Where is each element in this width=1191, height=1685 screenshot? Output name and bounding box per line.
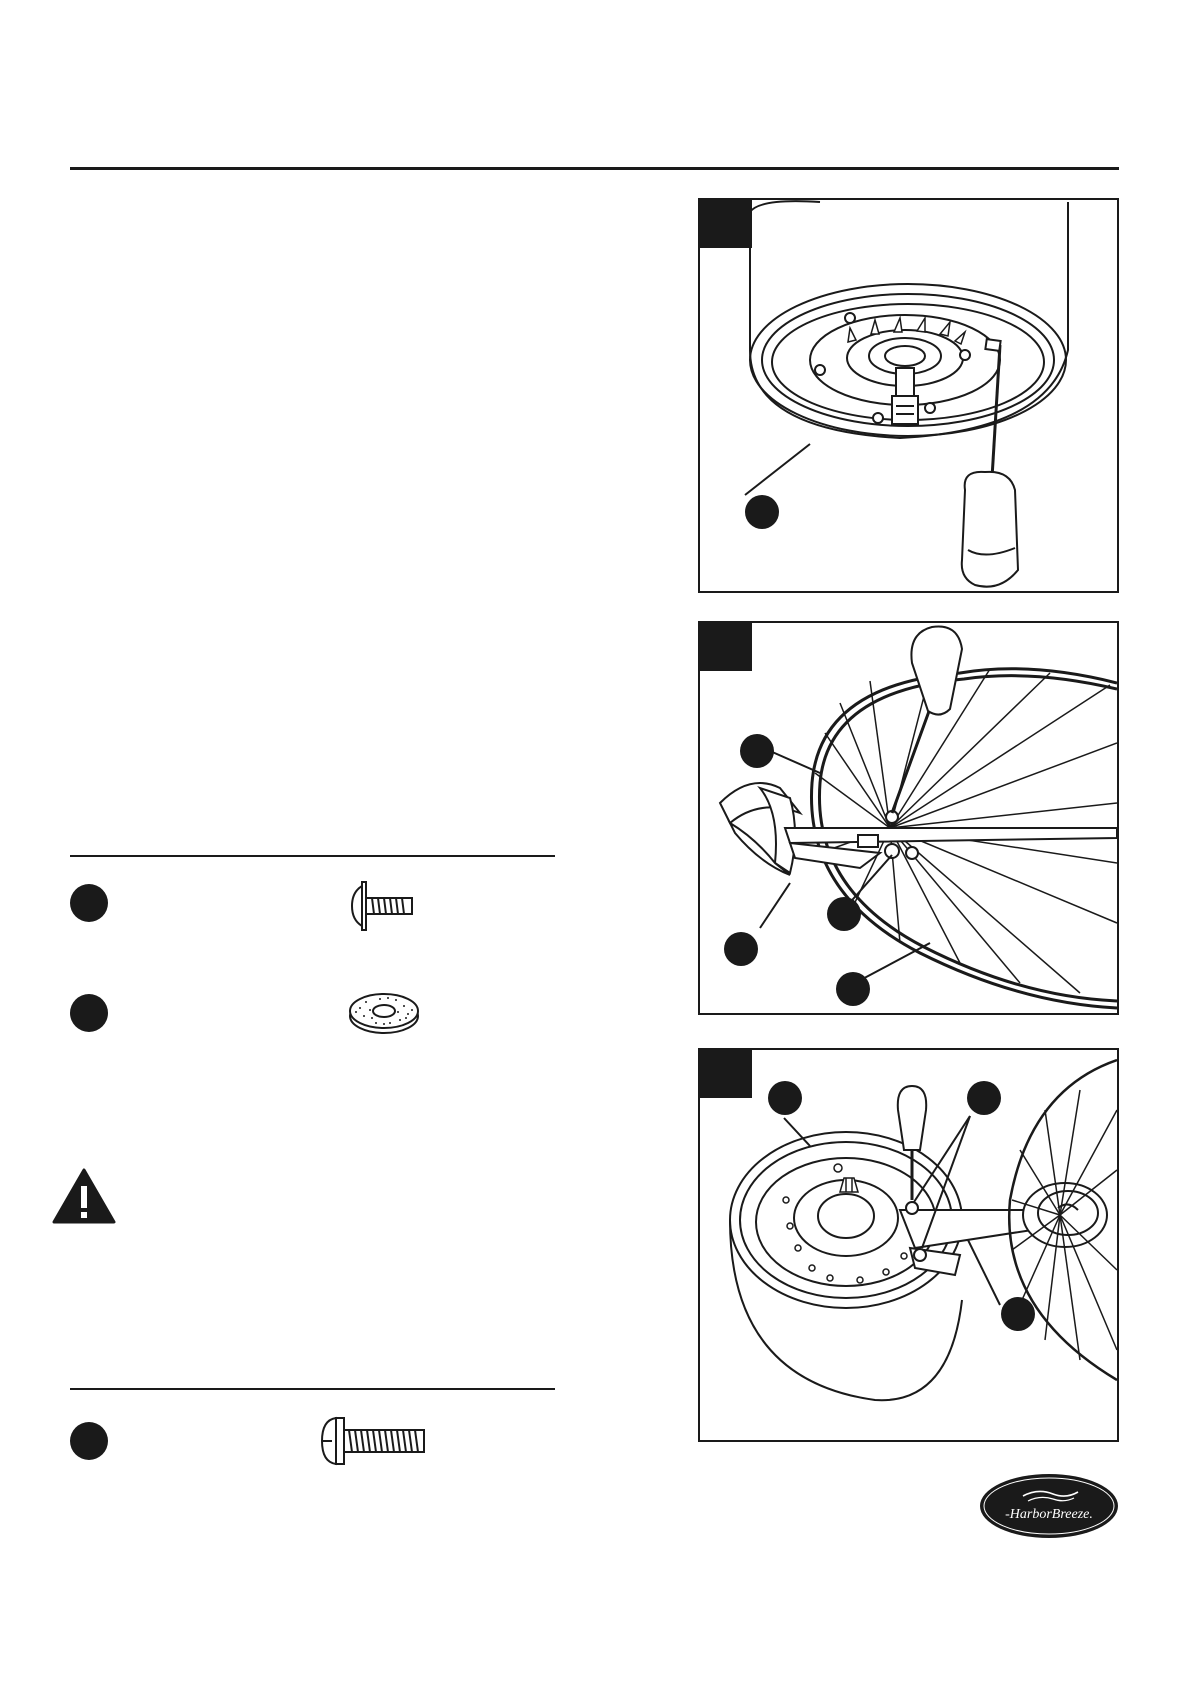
screw-icon (350, 878, 420, 934)
washer-icon (346, 990, 422, 1036)
figure-2-callout-marker-1 (740, 734, 774, 768)
hardware-section-rule-2 (70, 1388, 555, 1390)
hardware-label-marker-3 (70, 1422, 108, 1460)
svg-text:-HarborBreeze.: -HarborBreeze. (1005, 1507, 1093, 1522)
harbor-breeze-logo (978, 1472, 1120, 1540)
figure-3-callout-marker-3 (1001, 1297, 1035, 1331)
warning-triangle-icon (52, 1168, 116, 1224)
figure-2-tab (700, 623, 752, 671)
figure-2-blade-bracket-attach (698, 621, 1119, 1015)
hardware-label-marker-2 (70, 994, 108, 1032)
figure-3-illustration (700, 1050, 1117, 1440)
figure-2-illustration (700, 623, 1117, 1013)
figure-3-callout-marker-1 (768, 1081, 802, 1115)
figure-3-callout-marker-2 (967, 1081, 1001, 1115)
figure-1-callout-marker (745, 495, 779, 529)
figure-2-callout-marker-3 (724, 932, 758, 966)
figure-3-tab (700, 1050, 752, 1098)
figure-2-callout-marker-2 (827, 897, 861, 931)
figure-2-callout-marker-4 (836, 972, 870, 1006)
figure-1-illustration (700, 200, 1117, 591)
hardware-section-rule-1 (70, 855, 555, 857)
figure-1-tab (700, 200, 752, 248)
hardware-label-marker-1 (70, 884, 108, 922)
screw-icon (318, 1414, 428, 1468)
header-rule (70, 167, 1119, 170)
figure-3-blade-to-motor (698, 1048, 1119, 1442)
figure-1-motor-underside (698, 198, 1119, 593)
